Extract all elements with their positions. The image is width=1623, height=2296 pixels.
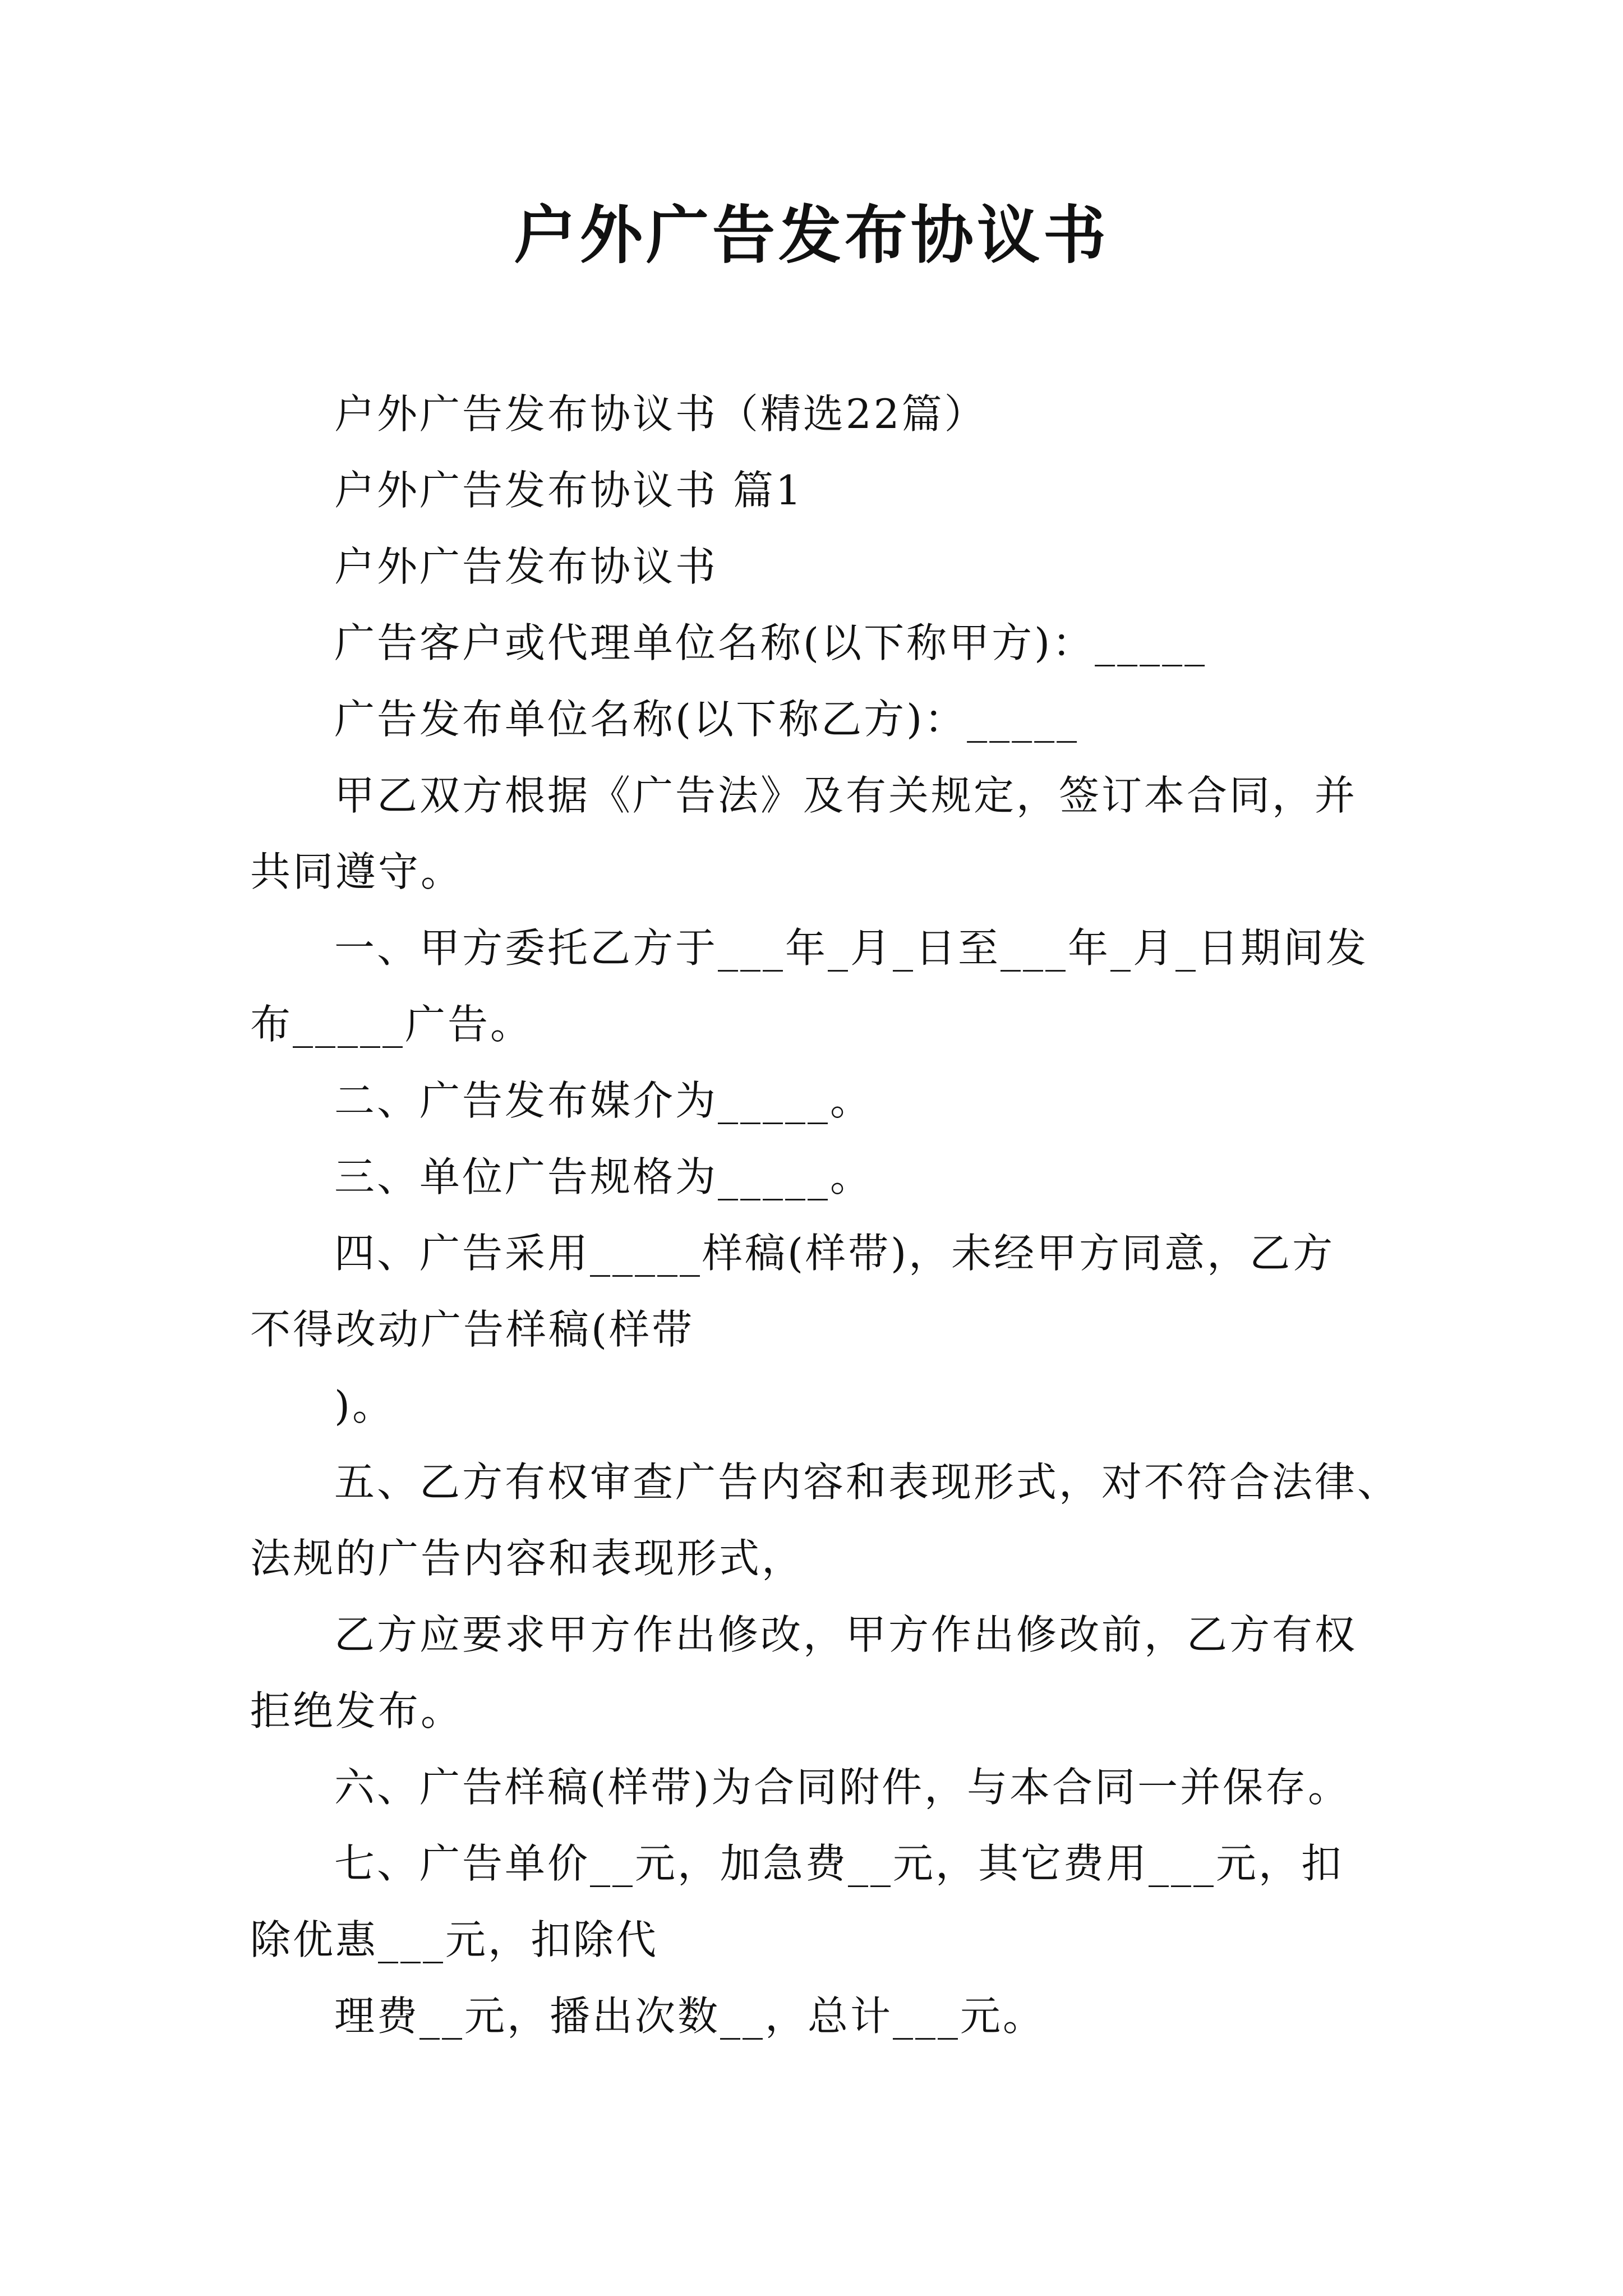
clause-4-line: 四、广告采用_____样稿(样带)，未经甲方同意，乙方 [334,1230,1335,1277]
agreement-heading: 户外广告发布协议书 [334,543,718,590]
clause-2-line: 二、广告发布媒介为_____。 [334,1077,873,1124]
clause-1-line: 一、甲方委托乙方于___年_月_日至___年_月_日期间发 [334,924,1369,972]
clause-4-line: )。 [334,1382,395,1429]
clause-7-line: 理费__元，播出次数__，总计___元。 [334,1993,1046,2040]
clause-5-line: 五、乙方有权审查广告内容和表现形式，对不符合法律、 [334,1458,1400,1506]
clause-4-line: 不得改动广告样稿(样带 [250,1306,695,1353]
clause-6-line: 六、广告样稿(样带)为合同附件，与本合同一并保存。 [334,1764,1351,1811]
document-title: 户外广告发布协议书 [514,199,1109,272]
clause-3-line: 三、单位广告规格为_____。 [334,1153,873,1200]
paragraph-line: 甲乙双方根据《广告法》及有关规定，签订本合同，并 [334,772,1358,819]
clause-5-line: 法规的广告内容和表现形式， [250,1535,805,1582]
clause-1-line: 布_____广告。 [250,1001,533,1048]
party-a-line: 广告客户或代理单位名称(以下称甲方)：_____ [334,619,1207,666]
subtitle-line: 户外广告发布协议书（精选22篇） [334,390,987,438]
paragraph-line: 共同遵守。 [250,848,464,895]
clause-7-line: 除优惠___元，扣除代 [250,1916,659,1963]
party-b-line: 广告发布单位名称(以下称乙方)：_____ [334,696,1080,743]
clause-5-line: 乙方应要求甲方作出修改，甲方作出修改前，乙方有权 [334,1611,1358,1658]
clause-5-line: 拒绝发布。 [250,1687,464,1734]
clause-7-line: 七、广告单价__元，加急费__元，其它费用___元，扣 [334,1840,1344,1887]
section-heading: 户外广告发布协议书 篇1 [334,467,804,514]
